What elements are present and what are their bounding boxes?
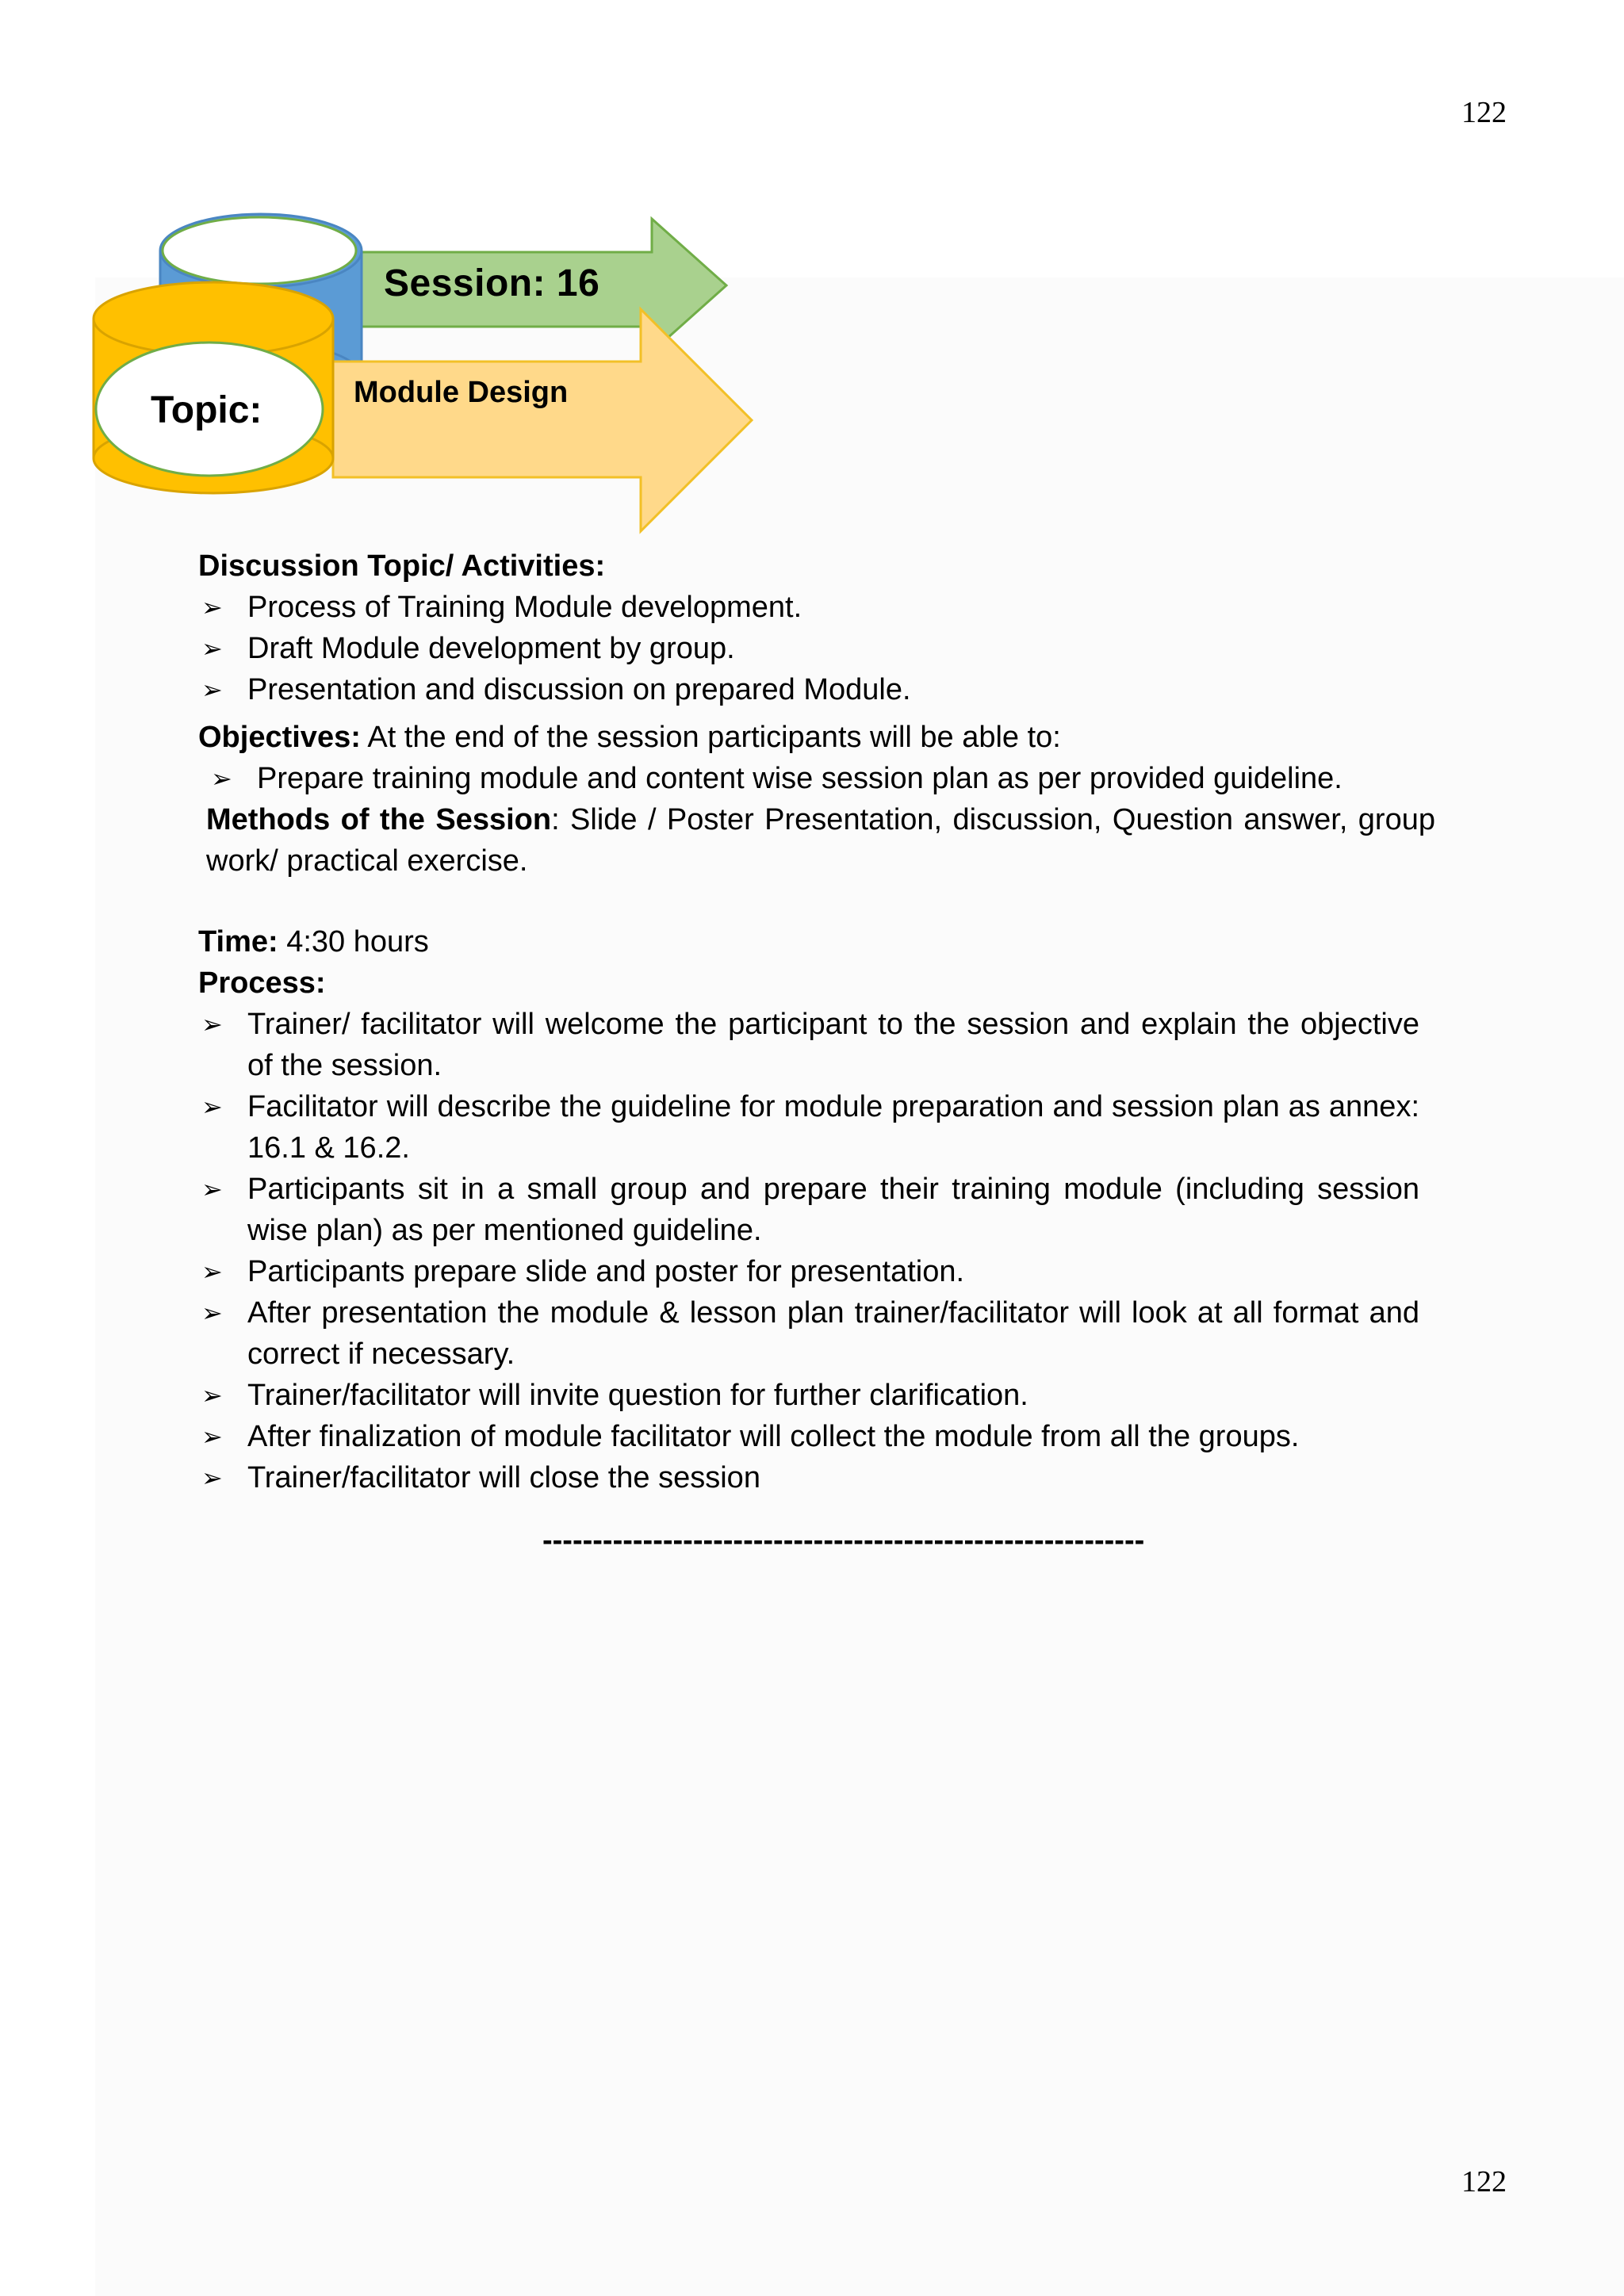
topic-label: Topic: — [151, 389, 262, 431]
page-number-top: 122 — [1461, 96, 1507, 129]
arrow-bullet-icon: ➢ — [201, 1381, 223, 1410]
objectives-list — [208, 758, 1435, 799]
methods-text: : Slide / Poster Presentation, discussion, Question answer, group work/ practical exercise. — [206, 803, 1435, 878]
discussion-list — [198, 587, 1435, 710]
yellow-arrow-shape — [333, 309, 752, 531]
arrow-bullet-icon: ➢ — [201, 675, 223, 704]
list-item: ➢ Draft Module development by group. — [198, 628, 1435, 669]
process-heading: Process: — [198, 966, 326, 1000]
list-item: ➢ Prepare training module and content wise session plan as per provided guideline. — [208, 758, 1435, 799]
list-item: ➢ Participants sit in a small group and prepare their training module (including session wise plan) as per mentioned guideline. — [198, 1169, 1419, 1251]
end-divider: ------------------------------------------------------------ — [542, 1524, 1145, 1557]
discussion-heading: Discussion Topic/ Activities: — [198, 549, 606, 583]
process-list — [198, 1004, 1419, 1498]
arrow-bullet-icon: ➢ — [201, 1299, 223, 1327]
session-number-label: Session: 16 — [384, 262, 600, 304]
page-number-bottom: 122 — [1461, 2165, 1507, 2198]
arrow-bullet-icon: ➢ — [201, 1010, 223, 1039]
arrow-bullet-icon: ➢ — [201, 634, 223, 663]
time-text: 4:30 hours — [286, 925, 429, 959]
objectives-text: At the end of the session participants will be able to: — [367, 721, 1061, 754]
arrow-bullet-icon: ➢ — [201, 1093, 223, 1121]
list-item: ➢ Trainer/ facilitator will welcome the participant to the session and explain the objective of the session. — [198, 1004, 1419, 1086]
list-item: ➢ Trainer/facilitator will invite question for further clarification. — [198, 1375, 1419, 1416]
arrow-bullet-icon: ➢ — [201, 1175, 223, 1203]
arrow-bullet-icon: ➢ — [201, 1464, 223, 1492]
list-item: ➢ After presentation the module & lesson plan trainer/facilitator will look at all format and correct if necessary. — [198, 1292, 1419, 1375]
list-item: ➢ After finalization of module facilitator will collect the module from all the groups. — [198, 1416, 1419, 1457]
gold-cylinder-shape — [94, 282, 333, 493]
time-heading: Time: — [198, 925, 278, 959]
methods-heading: Methods of the Session — [206, 803, 552, 836]
list-item: ➢ Process of Training Module development. — [198, 587, 1435, 628]
list-item: ➢ Participants prepare slide and poster for presentation. — [198, 1251, 1419, 1292]
module-title-label: Module Design — [354, 376, 569, 409]
arrow-bullet-icon: ➢ — [211, 764, 232, 793]
list-item: ➢ Trainer/facilitator will close the session — [198, 1457, 1419, 1498]
session-content — [198, 545, 1435, 1498]
list-item: ➢ Presentation and discussion on prepared Module. — [198, 669, 1435, 710]
arrow-bullet-icon: ➢ — [201, 1422, 223, 1451]
list-item: ➢ Facilitator will describe the guideline for module preparation and session plan as annex: 16.1 & 16.2. — [198, 1086, 1419, 1169]
methods-paragraph — [198, 799, 1435, 882]
objectives-heading: Objectives: — [198, 721, 361, 754]
time-line — [198, 921, 1435, 962]
arrow-bullet-icon: ➢ — [201, 593, 223, 622]
objectives-line — [198, 717, 1435, 758]
arrow-bullet-icon: ➢ — [201, 1257, 223, 1286]
